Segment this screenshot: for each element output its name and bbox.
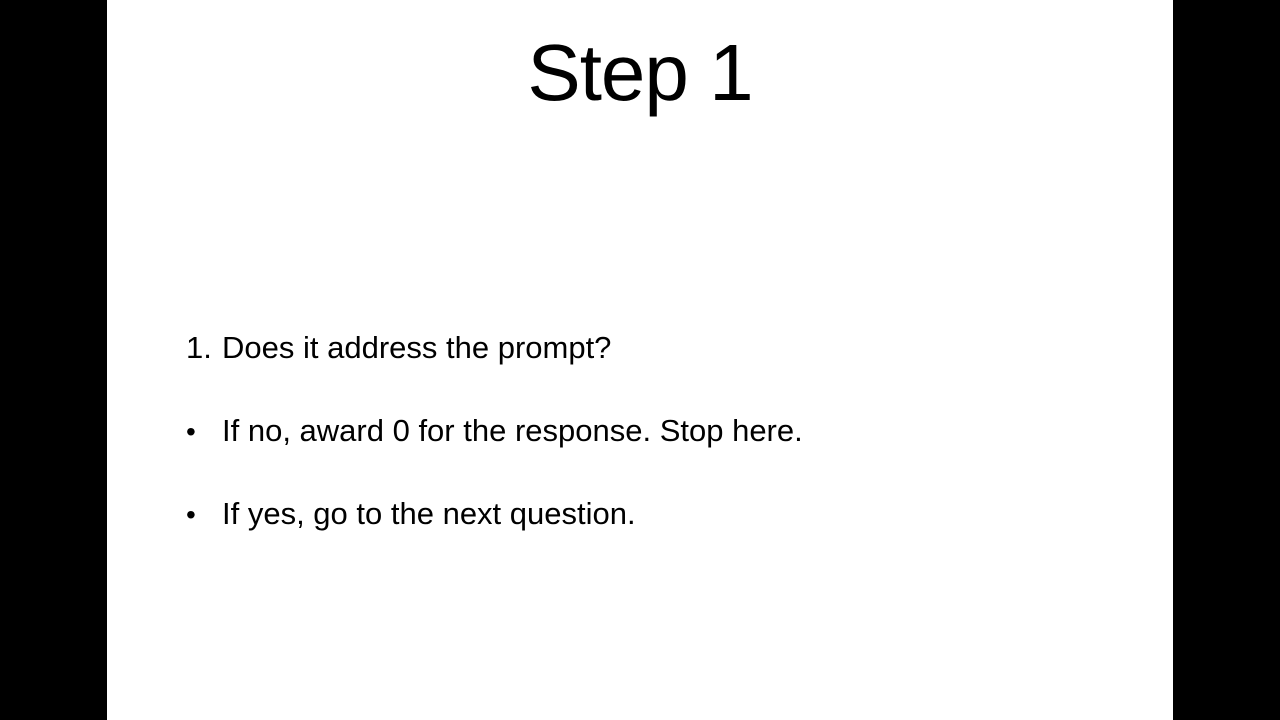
slide-title: Step 1 xyxy=(527,28,753,117)
bullet-marker: • xyxy=(186,416,196,447)
question-text: Does it address the prompt? xyxy=(222,330,612,365)
slide xyxy=(107,0,1173,720)
question-number: 1. xyxy=(186,330,212,365)
bullet-item xyxy=(186,494,636,535)
bullet-item xyxy=(186,411,803,452)
bullet-marker: • xyxy=(186,499,196,530)
bullet-text: If yes, go to the next question. xyxy=(222,496,636,531)
question-item xyxy=(186,328,611,368)
bullet-text: If no, award 0 for the response. Stop here. xyxy=(222,413,803,448)
